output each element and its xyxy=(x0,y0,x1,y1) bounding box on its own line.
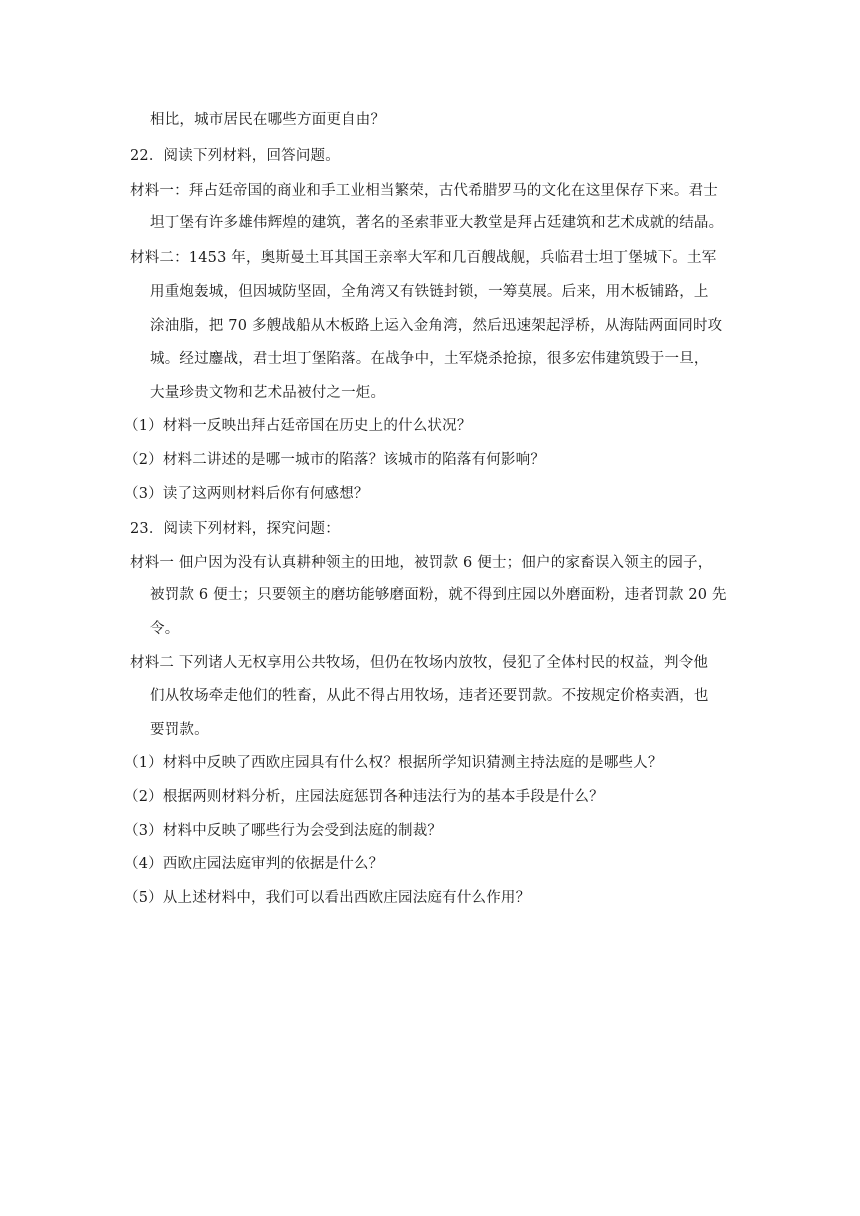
q23-heading: 23．阅读下列材料，探究问题： xyxy=(130,521,340,537)
q22-material2-line4: 城。经过鏖战，君士坦丁堡陷落。在战争中，土军烧杀抢掠，很多宏伟建筑毁于一旦， xyxy=(150,351,709,367)
q22-material2-line2: 用重炮轰城，但因城防坚固，全角湾又有铁链封锁，一筹莫展。后来，用木板铺路，上 xyxy=(150,284,709,300)
q23-material2-line1: 材料二 下列诸人无权享用公共牧场，但仍在牧场内放牧，侵犯了全体村民的权益，判令他 xyxy=(130,655,709,671)
q22-material2-line3: 涂油脂，把 70 多艘战船从木板路上运入金角湾，然后迅速架起浮桥，从海陆两面同时攻 xyxy=(150,318,723,334)
q22-material2-line1: 材料二：1453 年，奥斯曼土耳其国王亲率大军和几百艘战舰，兵临君士坦丁堡城下。土军 xyxy=(130,250,717,266)
q22-subquestion-3: （3）读了这两则材料后你有何感想？ xyxy=(124,486,369,502)
q23-subquestion-4: （4）西欧庄园法庭审判的依据是什么？ xyxy=(124,856,384,872)
q21-continuation-line: 相比，城市居民在哪些方面更自由？ xyxy=(150,112,386,128)
q23-material2-line3: 要罚款。 xyxy=(150,722,209,738)
q23-material1-line3: 令。 xyxy=(150,621,180,637)
q23-material2-line2: 们从牧场牵走他们的牲畜，从此不得占用牧场，违者还要罚款。不按规定价格卖酒，也 xyxy=(150,688,709,704)
q22-material2-line5: 大量珍贵文物和艺术品被付之一炬。 xyxy=(150,385,386,401)
q22-material1-line2: 坦丁堡有许多雄伟辉煌的建筑，著名的圣索菲亚大教堂是拜占廷建筑和艺术成就的结晶。 xyxy=(150,215,724,231)
q23-material1-line1: 材料一 佃户因为没有认真耕种领主的田地，被罚款 6 便士；佃户的家畜误入领主的园子， xyxy=(130,555,713,571)
q22-subquestion-1: （1）材料一反映出拜占廷帝国在历史上的什么状况？ xyxy=(124,418,472,434)
q22-subquestion-2: （2）材料二讲述的是哪一城市的陷落？该城市的陷落有何影响？ xyxy=(124,452,546,468)
q23-subquestion-2: （2）根据两则材料分析，庄园法庭惩罚各种违法行为的基本手段是什么？ xyxy=(124,789,604,805)
q23-subquestion-5: （5）从上述材料中，我们可以看出西欧庄园法庭有什么作用？ xyxy=(124,890,531,906)
q22-heading: 22．阅读下列材料，回答问题。 xyxy=(130,148,340,164)
q23-subquestion-3: （3）材料中反映了哪些行为会受到法庭的制裁？ xyxy=(124,823,443,839)
q23-subquestion-1: （1）材料中反映了西欧庄园具有什么权？根据所学知识猜测主持法庭的是哪些人？ xyxy=(124,755,663,771)
q23-material1-line2: 被罚款 6 便士；只要领主的磨坊能够磨面粉，就不得到庄园以外磨面粉，违者罚款 20 先 xyxy=(150,587,727,603)
q22-material1-line1: 材料一：拜占廷帝国的商业和手工业相当繁荣，古代希腊罗马的文化在这里保存下来。君士 xyxy=(130,183,718,199)
